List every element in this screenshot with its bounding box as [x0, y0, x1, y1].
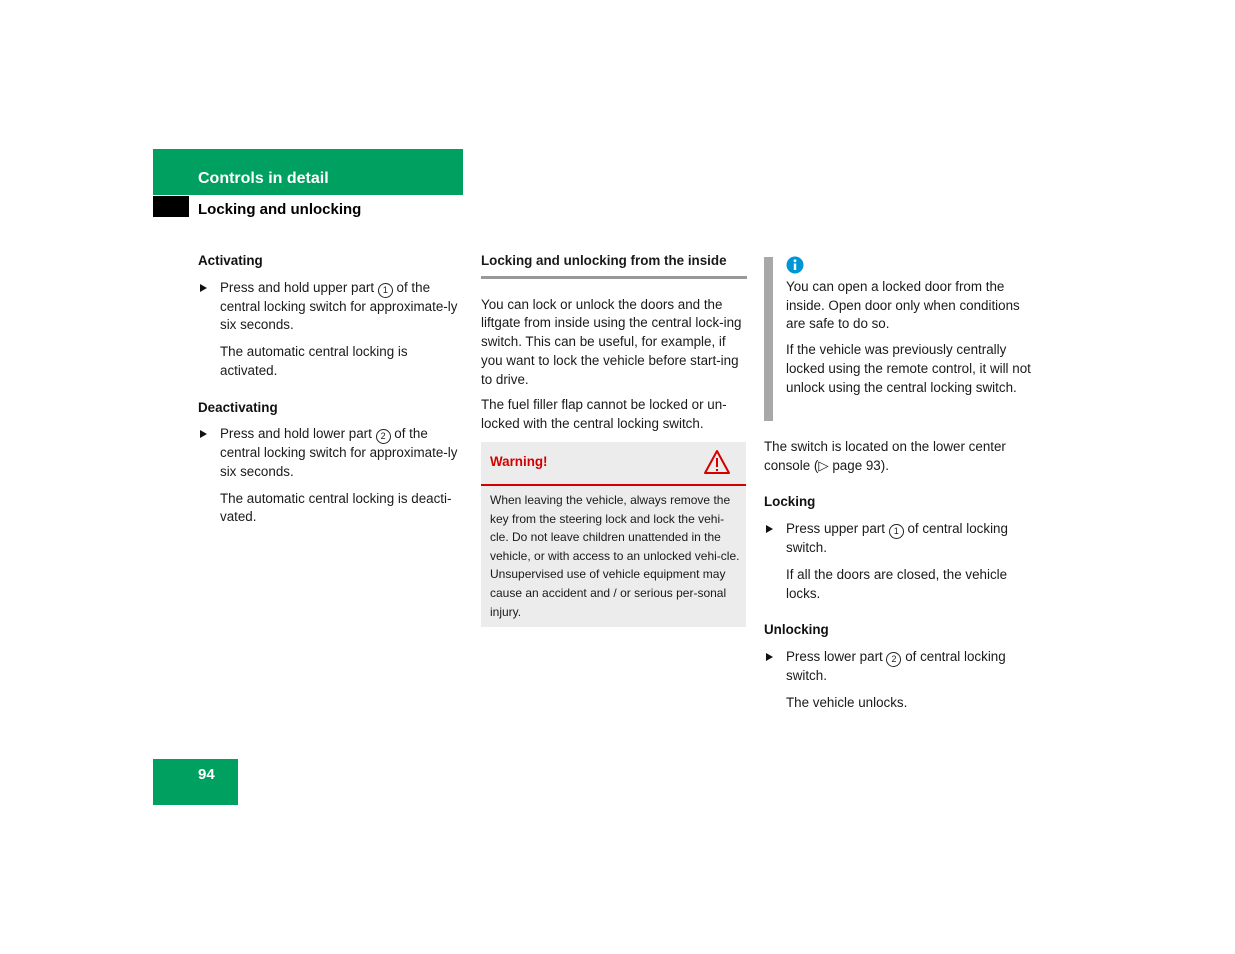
inside-locking-heading: Locking and unlocking from the inside — [481, 252, 747, 279]
step-text: Press and hold upper part — [220, 279, 375, 295]
step-text: of central locking switch. — [786, 521, 1008, 556]
activating-step — [198, 279, 468, 335]
info-side-bar — [764, 257, 773, 421]
warning-label: Warning! — [490, 454, 548, 469]
unlocking-step — [764, 648, 1036, 686]
step-text: Press upper part — [786, 521, 885, 537]
bullet-arrow-icon — [200, 430, 207, 438]
warning-box — [481, 442, 746, 627]
unlocking-heading: Unlocking — [764, 622, 829, 638]
step-text: Press lower part — [786, 648, 883, 664]
locking-result: If all the doors are closed, the vehicle locks. — [786, 566, 1008, 601]
info-text — [786, 278, 1036, 397]
callout-number: 2 — [376, 429, 391, 444]
info-para: You can open a locked door from the inside. Open door only when conditions are safe to do so. — [786, 279, 1020, 332]
step-text: of central locking switch. — [786, 648, 1006, 683]
step-text: Press and hold lower part — [220, 426, 372, 442]
callout-number: 2 — [886, 652, 901, 667]
switch-location-para: The switch is located on the lower center console (▷ page 93). — [764, 439, 1006, 473]
activating-heading: Activating — [198, 253, 263, 268]
bullet-arrow-icon — [766, 525, 773, 533]
deactivating-step — [198, 425, 468, 481]
step-text: of the central locking switch for approximate-ly six seconds. — [220, 279, 458, 333]
info-icon — [786, 256, 804, 274]
fuel-flap-para: The fuel filler flap cannot be locked or un-locked with the central locking switch. — [481, 397, 727, 431]
locking-heading: Locking — [764, 494, 816, 510]
bullet-arrow-icon — [200, 284, 207, 292]
left-column — [198, 252, 468, 527]
step-text: of the central locking switch for approximate-ly six seconds. — [220, 426, 458, 479]
warning-text: When leaving the vehicle, always remove the key from the steering lock and lock the vehi-cle. Do not leave children unattended in the vehicle, or with access to an unlocked vehi-cle. Unsupervised use of vehicle equipment may cause an accident and / or serious per-sonal injury. — [490, 493, 740, 619]
right-column — [764, 438, 1036, 712]
callout-number: 1 — [378, 283, 393, 298]
warning-triangle-icon — [703, 449, 731, 475]
section-title: Controls in detail — [198, 170, 329, 187]
subsection-title: Locking and unlocking — [198, 201, 362, 218]
unlocking-result: The vehicle unlocks. — [786, 694, 908, 710]
middle-column — [481, 252, 747, 434]
info-para: If the vehicle was previously centrally locked using the remote control, it will not unlock using the central locking switch. — [786, 342, 1031, 395]
deactivating-result: The automatic central locking is deacti-vated. — [220, 490, 452, 525]
page-number-box — [153, 759, 238, 805]
page-number: 94 — [198, 766, 215, 783]
bullet-arrow-icon — [766, 653, 773, 661]
header-black-tab — [153, 196, 189, 217]
warning-header — [481, 442, 746, 486]
activating-result: The automatic central locking is activated. — [220, 344, 408, 378]
inside-locking-para: You can lock or unlock the doors and the liftgate from inside using the central lock-ing switch. This can be useful, for example, if you want to lock the vehicle before start-ing to drive. — [481, 296, 742, 387]
deactivating-heading: Deactivating — [198, 399, 278, 415]
callout-number: 1 — [889, 524, 904, 539]
locking-step — [764, 520, 1036, 558]
